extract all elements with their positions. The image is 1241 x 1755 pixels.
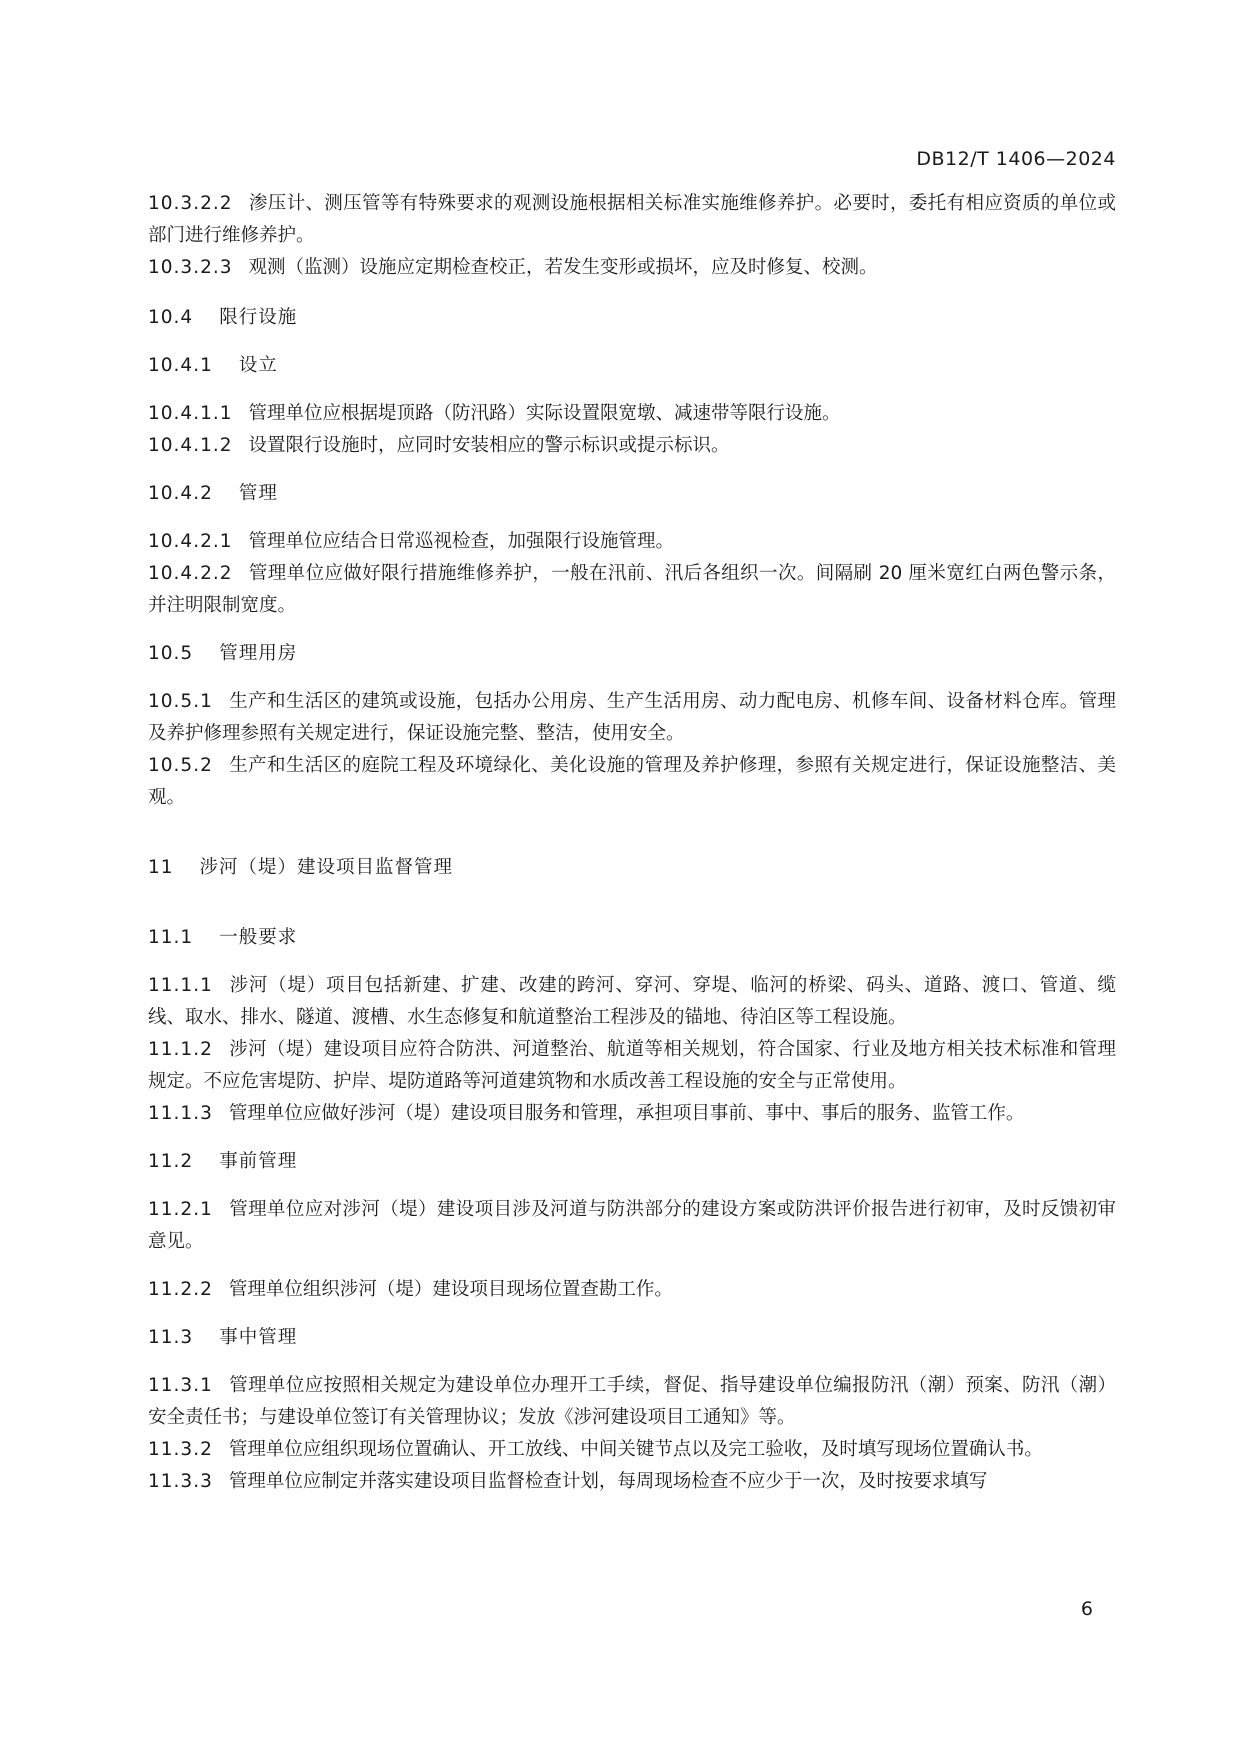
section-heading-11-1: [148, 922, 1116, 954]
clause-number: 11.1.2: [148, 1039, 213, 1060]
clause-11-2-2: [148, 1274, 1116, 1306]
clause-11-3-3: [148, 1466, 1116, 1498]
clause-number: 10.3.2.3: [148, 257, 233, 278]
clause-text: 渗压计、测压管等有特殊要求的观测设施根据相关标准实施维修养护。必要时，委托有相应资质的单位或部门进行维修养护。: [148, 193, 1116, 246]
clause-number: 11.1.3: [148, 1103, 213, 1124]
clause-text: 生产和生活区的建筑或设施，包括办公用房、生产生活用房、动力配电房、机修车间、设备材料仓库。管理及养护修理参照有关规定进行，保证设施完整、整洁，使用安全。: [148, 691, 1116, 744]
clause-11-1-3: [148, 1098, 1116, 1130]
section-title: 管理: [238, 483, 278, 504]
clause-number: 11.3.3: [148, 1471, 213, 1492]
section-number: 10.5: [148, 643, 194, 664]
clause-text: 管理单位组织涉河（堤）建设项目现场位置查勘工作。: [228, 1279, 673, 1300]
section-title: 管理用房: [219, 643, 298, 664]
document-code: DB12/T 1406—2024: [916, 148, 1116, 170]
clause-number: 10.4.1.1: [148, 403, 233, 424]
document-body: [148, 188, 1116, 1498]
clause-text: 涉河（堤）项目包括新建、扩建、改建的跨河、穿河、穿堤、临河的桥梁、码头、道路、渡口、管道、缆线、取水、排水、隧道、渡槽、水生态修复和航道整治工程涉及的锚地、待泊区等工程设施。: [148, 975, 1116, 1028]
clause-11-3-1: [148, 1370, 1116, 1434]
clause-10-5-1: [148, 686, 1116, 750]
clause-number: 11.2.2: [148, 1279, 213, 1300]
section-heading-10-4-1: [148, 350, 1116, 382]
clause-number: 10.3.2.2: [148, 193, 233, 214]
chapter-heading-11: [148, 852, 1116, 884]
clause-text: 管理单位应结合日常巡视检查，加强限行设施管理。: [248, 531, 675, 552]
section-number: 11.1: [148, 927, 194, 948]
chapter-number: 11: [148, 857, 174, 878]
section-number: 11.3: [148, 1327, 194, 1348]
section-heading-11-2: [148, 1146, 1116, 1178]
clause-text: 管理单位应做好涉河（堤）建设项目服务和管理，承担项目事前、事中、事后的服务、监管工作。: [228, 1103, 1025, 1124]
clause-text: 涉河（堤）建设项目应符合防洪、河道整治、航道等相关规划，符合国家、行业及地方相关技术标准和管理规定。不应危害堤防、护岸、堤防道路等河道建筑物和水质改善工程设施的安全与正常使用。: [148, 1039, 1116, 1092]
section-number: 10.4: [148, 307, 194, 328]
clause-number: 10.4.2.1: [148, 531, 233, 552]
section-title: 事前管理: [219, 1151, 298, 1172]
clause-10-4-2-1: [148, 526, 1116, 558]
clause-number: 11.3.2: [148, 1439, 213, 1460]
section-title: 事中管理: [219, 1327, 298, 1348]
clause-10-3-2-3: [148, 252, 1116, 284]
clause-number: 10.4.1.2: [148, 435, 233, 456]
clause-10-3-2-2: [148, 188, 1116, 252]
clause-10-4-2-2: [148, 558, 1116, 622]
clause-11-2-1: [148, 1194, 1116, 1258]
clause-text: 管理单位应按照相关规定为建设单位办理开工手续，督促、指导建设单位编报防汛（潮）预案、防汛（潮）安全责任书；与建设单位签订有关管理协议；发放《涉河建设项目工通知》等。: [148, 1375, 1116, 1428]
clause-text: 生产和生活区的庭院工程及环境绿化、美化设施的管理及养护修理，参照有关规定进行，保证设施整洁、美观。: [148, 755, 1116, 808]
clause-text: 观测（监测）设施应定期检查校正，若发生变形或损坏，应及时修复、校测。: [248, 257, 878, 278]
section-title: 一般要求: [219, 927, 298, 948]
clause-number: 10.5.2: [148, 755, 213, 776]
section-number: 11.2: [148, 1151, 194, 1172]
clause-10-4-1-2: [148, 430, 1116, 462]
clause-number: 11.1.1: [148, 975, 213, 996]
clause-text: 管理单位应制定并落实建设项目监督检查计划，每周现场检查不应少于一次，及时按要求填写: [228, 1471, 988, 1492]
clause-number: 10.4.2.2: [148, 563, 233, 584]
chapter-title: 涉河（堤）建设项目监督管理: [199, 857, 454, 878]
clause-10-5-2: [148, 750, 1116, 814]
section-number: 10.4.1: [148, 355, 213, 376]
section-heading-10-5: [148, 638, 1116, 670]
clause-number: 11.3.1: [148, 1375, 213, 1396]
clause-text: 管理单位应根据堤顶路（防汛路）实际设置限宽墩、减速带等限行设施。: [248, 403, 841, 424]
clause-text: 设置限行设施时，应同时安装相应的警示标识或提示标识。: [248, 435, 730, 456]
clause-11-3-2: [148, 1434, 1116, 1466]
clause-text: 管理单位应对涉河（堤）建设项目涉及河道与防洪部分的建设方案或防洪评价报告进行初审，及时反馈初审意见。: [148, 1199, 1116, 1252]
clause-11-1-1: [148, 970, 1116, 1034]
clause-text: 管理单位应组织现场位置确认、开工放线、中间关键节点以及完工验收，及时填写现场位置确认书。: [228, 1439, 1043, 1460]
section-heading-10-4: [148, 302, 1116, 334]
section-heading-11-3: [148, 1322, 1116, 1354]
section-title: 设立: [238, 355, 278, 376]
page-number: 6: [1080, 1598, 1093, 1620]
clause-11-1-2: [148, 1034, 1116, 1098]
clause-number: 11.2.1: [148, 1199, 213, 1220]
clause-text: 管理单位应做好限行措施维修养护，一般在汛前、汛后各组织一次。间隔刷 20 厘米宽红白两色警示条，并注明限制宽度。: [148, 563, 1116, 616]
section-title: 限行设施: [219, 307, 298, 328]
clause-10-4-1-1: [148, 398, 1116, 430]
clause-number: 10.5.1: [148, 691, 213, 712]
section-heading-10-4-2: [148, 478, 1116, 510]
section-number: 10.4.2: [148, 483, 213, 504]
